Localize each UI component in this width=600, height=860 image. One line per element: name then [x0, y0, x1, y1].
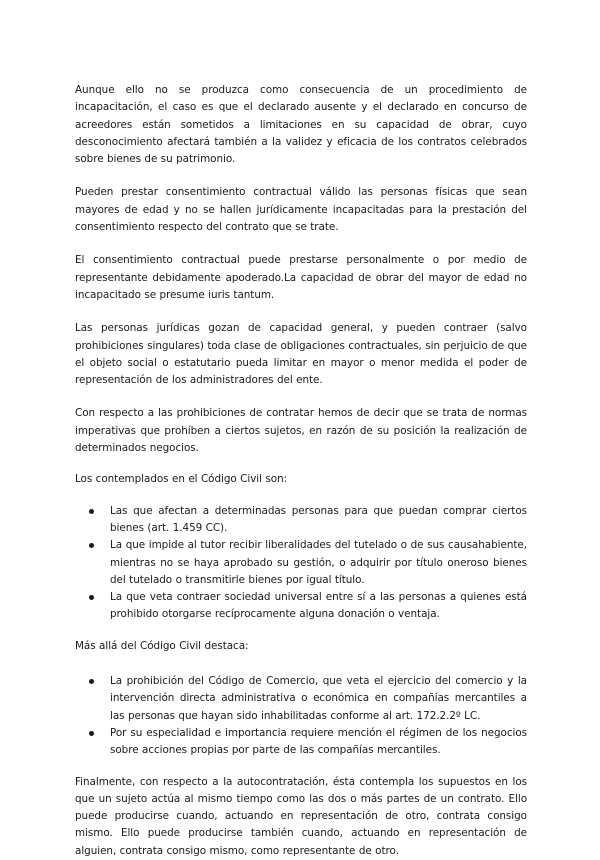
paragraph-incapacitation: Aunque ello no se produzca como consecuencia de un procedimiento de incapacitación, el caso es que el declarado ausente y el declarado en concurso de acreedores están sometidos a limitaciones en su capacidad de obrar, cuyo desconocimiento afectará también a la validez y eficacia de los contratos celebrados sobre bienes de su patrimonio. — [75, 84, 527, 166]
civil-code-list — [75, 503, 527, 624]
list-item — [75, 537, 527, 589]
bullet-icon — [89, 731, 94, 736]
list-item-text: La prohibición del Código de Comercio, que veta el ejercicio del comercio y la intervención directa administrativa o económica en compañías mercantiles a las personas que hayan sido inhabilitadas conforme al art. 172.2.2º LC. — [110, 675, 527, 722]
list-item-text: Las que afectan a determinadas personas para que puedan comprar ciertos bienes (art. 1.459 CC). — [110, 504, 527, 534]
paragraph-self-contracting: Finalmente, con respecto a la autocontratación, ésta contempla los supuestos en los que un sujeto actúa al mismo tiempo como las dos o más partes de un contrato. Ello puede producirse cuando, actuando en representación de otro, contrata consigo mismo. Ello puede producirse también cuando, actuando en representación de alguien, contrata consigo mismo, como representante de otro. — [75, 775, 527, 857]
list-item-text: Por su especialidad e importancia requiere mención el régimen de los negocios sobre acciones propias por parte de las compañías mercantiles. — [110, 726, 527, 757]
bullet-icon — [89, 595, 94, 600]
paragraph-prohibitions: Con respecto a las prohibiciones de contratar hemos de decir que se trata de normas imperativas que prohíben a ciertos sujetos, en razón de su posición la realización de determinados negocios. — [75, 407, 527, 455]
list-item-text: La que impide al tutor recibir liberalidades del tutelado o de sus causahabiente, mientras no se haya aprobado su gestión, o adquirir por título oneroso bienes del tutelado o transmitirle bienes por igual título. — [110, 539, 527, 586]
bullet-icon — [89, 509, 94, 514]
beyond-civil-code-list — [75, 673, 527, 759]
list-item — [75, 725, 527, 760]
paragraph-civil-code-intro: Los contemplados en el Código Civil son: — [75, 473, 288, 486]
list-item — [75, 503, 527, 538]
paragraph-legal-persons: Las personas jurídicas gozan de capacidad general, y pueden contraer (salvo prohibiciones singulares) toda clase de obligaciones contractuales, sin perjuicio de que el objeto social o estatutario pueda limitar en mayor o menor medida el poder de representación de los administradores del ente. — [75, 322, 527, 387]
bullet-icon — [89, 679, 94, 684]
list-item — [75, 673, 527, 725]
list-item — [75, 589, 527, 624]
list-item-text: La que veta contraer sociedad universal entre sí a las personas a quienes está prohibido otorgarse recíprocamente alguna donación o ventaja. — [110, 591, 527, 621]
document-page — [75, 82, 527, 860]
bullet-icon — [89, 543, 94, 548]
paragraph-physical-persons: Pueden prestar consentimiento contractual válido las personas físicas que sean mayores de edad y no se hallen jurídicamente incapacitadas para la prestación del consentimiento respecto del contrato que se trate. — [75, 186, 527, 234]
paragraph-representation: El consentimiento contractual puede prestarse personalmente o por medio de representante debidamente apoderado.La capacidad de obrar del mayor de edad no incapacitado se presume iuris tantum. — [75, 254, 527, 301]
paragraph-beyond-civil-code: Más allá del Código Civil destaca: — [75, 639, 249, 652]
